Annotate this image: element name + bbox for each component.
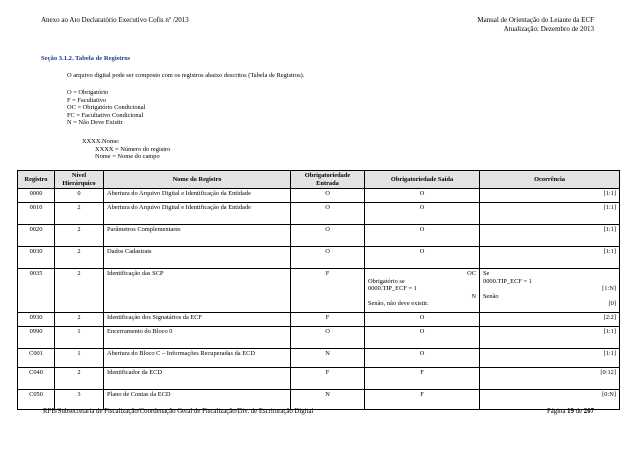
table-row <box>18 247 620 269</box>
cell-saida: O <box>365 189 480 203</box>
cell-entrada: O <box>291 327 365 349</box>
cell-ocorrencia: [0:N] <box>480 390 620 410</box>
ocorrencia-line: 0000.TIP_ECF = 1 <box>483 277 532 285</box>
cell-entrada: O <box>291 189 365 203</box>
header-left: Anexo ao Ato Declaratório Executivo Cofis nº /2013 <box>41 16 189 24</box>
cell-ocorrencia: [1:1] <box>480 327 620 349</box>
cell-saida: F <box>365 390 480 410</box>
header-obr-saida: Obrigatoriedade Saída <box>365 171 480 189</box>
cell-nome: Parâmetros Complementares <box>104 225 291 247</box>
legend-list <box>67 89 145 127</box>
cell-entrada: O <box>291 203 365 225</box>
cell-registro: 0035 <box>18 269 55 313</box>
cell-nome: Abertura do Arquivo Digital e Identificação da Entidade <box>104 189 291 203</box>
cell-ocorrencia: [1:1] <box>480 189 620 203</box>
cell-saida: O <box>365 349 480 368</box>
cell-nome: Encerramento do Bloco 0 <box>104 327 291 349</box>
cell-registro: C050 <box>18 390 55 410</box>
cell-saida: O <box>365 313 480 327</box>
cell-nivel: 0 <box>55 189 104 203</box>
cell-registro: 0000 <box>18 189 55 203</box>
table-row <box>18 327 620 349</box>
table-row <box>18 313 620 327</box>
table-row <box>18 368 620 390</box>
cell-saida: O <box>365 225 480 247</box>
registros-table <box>17 170 620 410</box>
ocorrencia-line: [0] <box>608 300 616 307</box>
cell-nivel: 3 <box>55 390 104 410</box>
cell-entrada: F <box>291 368 365 390</box>
cell-registro: 0930 <box>18 313 55 327</box>
cell-ocorrencia: [1:1] <box>480 349 620 368</box>
footer-left: RFB/Subsecretaria de Fiscalização/Coordenação Geral de Fiscalização/Div. de Escrituração Digital <box>43 408 314 415</box>
header-obr-entrada: Obrigatoriedade Entrada <box>291 171 365 189</box>
cell-nome: Identificador da ECD <box>104 368 291 390</box>
cell-nome: Plano de Contas da ECD <box>104 390 291 410</box>
cell-registro: 0010 <box>18 203 55 225</box>
legend-item: N = Não Deve Existir <box>67 119 123 127</box>
cell-saida: F <box>365 368 480 390</box>
cell-entrada: N <box>291 390 365 410</box>
format-description <box>82 138 170 161</box>
cell-ocorrencia: [1:1] <box>480 225 620 247</box>
format-line: XXXX = Número do registro <box>95 145 171 153</box>
table-row <box>18 390 620 410</box>
cell-nome: Dados Cadastrais <box>104 247 291 269</box>
page-current: 19 <box>567 408 574 415</box>
saida-line: Senão, não deve existir. <box>368 300 429 307</box>
saida-line: Obrigatório se <box>368 277 405 285</box>
table-header-row <box>18 171 620 189</box>
cell-saida: O <box>365 203 480 225</box>
cell-nivel: 2 <box>55 225 104 247</box>
cell-nivel: 2 <box>55 203 104 225</box>
cell-entrada: O <box>291 225 365 247</box>
cell-nome: Abertura do Arquivo Digital e Identificação da Entidade <box>104 203 291 225</box>
header-manual-title: Manual de Orientação do Leiaute da ECF <box>477 16 594 24</box>
table-row <box>18 269 620 313</box>
table-row <box>18 349 620 368</box>
page-number <box>547 408 594 415</box>
cell-entrada: N <box>291 349 365 368</box>
intro-paragraph: O arquivo digital pode ser composto com os registros abaixo descritos (Tabela de Registros). <box>67 72 305 79</box>
cell-saida: O <box>365 247 480 269</box>
header-registro: Registro <box>18 171 55 189</box>
cell-saida-conditional <box>365 269 480 313</box>
cell-nivel: 2 <box>55 269 104 313</box>
cell-nivel: 2 <box>55 313 104 327</box>
table-row <box>18 203 620 225</box>
saida-line: N <box>471 292 476 300</box>
page-prefix: Página <box>546 408 566 415</box>
cell-registro: 0020 <box>18 225 55 247</box>
header-right <box>477 16 594 34</box>
page-of: de <box>575 408 583 415</box>
cell-nome: Identificação dos Signatários da ECF <box>104 313 291 327</box>
header-ocorrencia: Ocorrência <box>480 171 620 189</box>
cell-nivel: 2 <box>55 247 104 269</box>
cell-ocorrencia: [2:2] <box>480 313 620 327</box>
cell-registro: 0990 <box>18 327 55 349</box>
header-nome: Nome do Registro <box>104 171 291 189</box>
table-row <box>18 225 620 247</box>
format-title: XXXX.Nome: <box>82 138 120 145</box>
cell-entrada: F <box>291 313 365 327</box>
cell-ocorrencia: [0:12] <box>480 368 620 390</box>
legend-item: O = Obrigatório <box>67 89 109 96</box>
cell-registro: C040 <box>18 368 55 390</box>
cell-ocorrencia: [1:1] <box>480 247 620 269</box>
cell-nivel: 1 <box>55 349 104 368</box>
cell-ocorrencia: [1:1] <box>480 203 620 225</box>
ocorrencia-line: Se <box>483 270 490 277</box>
cell-ocorrencia-conditional <box>480 269 620 313</box>
legend-item: OC = Obrigatório Condicional <box>67 104 146 112</box>
cell-nome: Abertura do Bloco C – Informações Recuperadas da ECD <box>104 349 291 368</box>
format-line: Nome = Nome do campo <box>95 153 160 161</box>
header-update-date: Atualização: Dezembro de 2013 <box>503 25 594 33</box>
cell-nome: Identificação das SCP <box>104 269 291 313</box>
header-nivel: Nível Hierárquico <box>55 171 104 189</box>
cell-entrada: F <box>291 269 365 313</box>
section-title: Seção 3.1.2. Tabela de Registros <box>41 55 131 62</box>
legend-item: FC = Facultativo Condicional <box>67 111 144 119</box>
cell-registro: 0030 <box>18 247 55 269</box>
ocorrencia-line: [1:N] <box>602 285 616 292</box>
cell-registro: C001 <box>18 349 55 368</box>
cell-nivel: 2 <box>55 368 104 390</box>
ocorrencia-line: Senão <box>483 292 499 300</box>
legend-item: F = Facultativo <box>67 96 107 104</box>
saida-line: OC <box>467 270 476 277</box>
cell-nivel: 1 <box>55 327 104 349</box>
saida-line: 0000.TIP_ECF = 1 <box>368 285 417 292</box>
cell-entrada: O <box>291 247 365 269</box>
page-total: 207 <box>583 408 594 415</box>
table-row <box>18 189 620 203</box>
cell-saida: O <box>365 327 480 349</box>
